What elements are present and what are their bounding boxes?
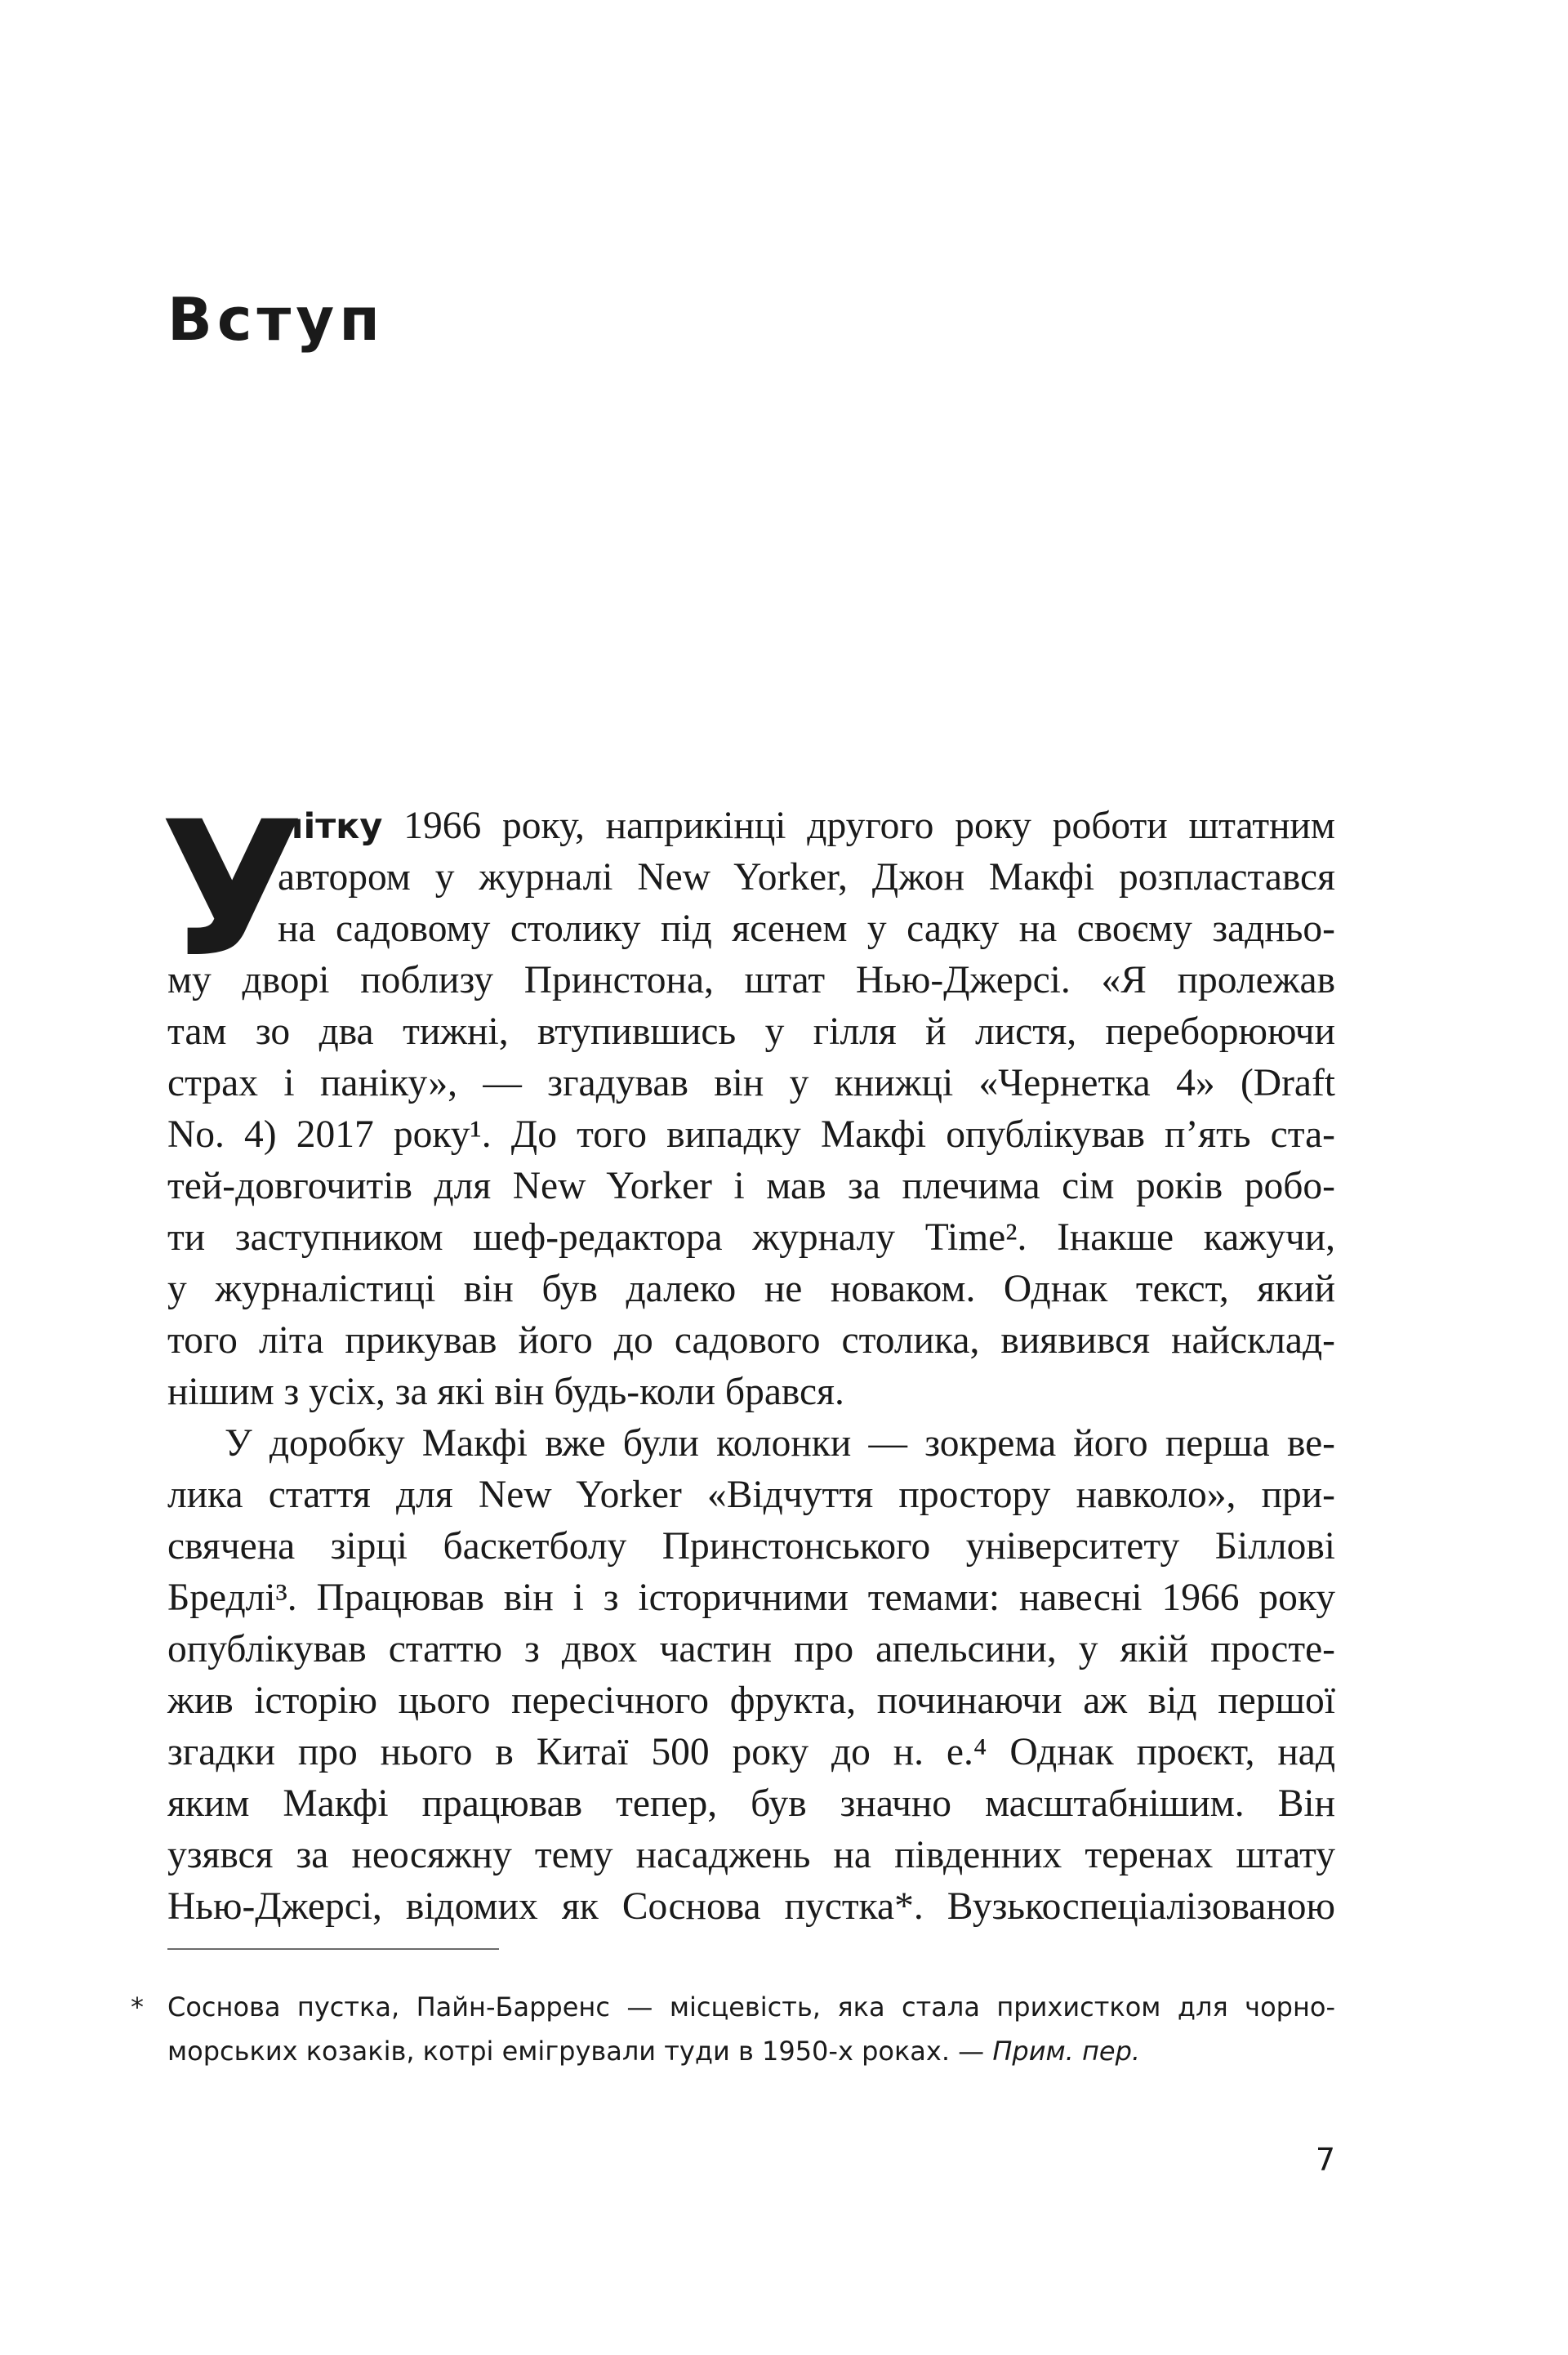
text-line: того літа прикував його до садового столика, виявився найсклад-	[167, 1319, 1335, 1362]
text-line: там зо два тижні, втупившись у гілля й листя, переборюючи	[167, 1010, 1335, 1053]
text-line-content: 1966 року, наприкінці другого року роботи штатним	[382, 805, 1335, 847]
footnote	[131, 1985, 1335, 2073]
text-line: тей-довгочитів для New Yorker і мав за плечима сім років робо-	[167, 1165, 1335, 1207]
text-line: у журналістиці він був далеко не новаком. Однак текст, який	[167, 1268, 1335, 1310]
text-line: No. 4) 2017 року¹. До того випадку Макфі опублікував п’ять ста-	[167, 1113, 1335, 1156]
text-line: ти заступником шеф-редактора журналу Time². Інакше кажучи,	[167, 1216, 1335, 1259]
footnote-line	[167, 2029, 1335, 2073]
footnote-divider	[167, 1948, 499, 1950]
text-line: Нью-Джерсі, відомих як Соснова пустка*. Вузькоспеціалізованою	[167, 1885, 1335, 1928]
footnote-line-content: морських козаків, котрі емігрували туди в 1950-х роках. —	[167, 2036, 993, 2067]
chapter-heading: Вступ	[167, 285, 385, 354]
text-line: нішим з усіх, за які він будь-коли брався.	[167, 1371, 844, 1413]
paragraph-1	[167, 801, 1335, 1418]
footnote-text	[167, 1985, 1335, 2073]
text-line: свячена зірці баскетболу Принстонського університету Біллові	[167, 1525, 1335, 1568]
text-line: на садовому столику під ясенем у садку на своєму задньо-	[278, 908, 1335, 950]
text-line: опублікував статтю з двох частин про апельсини, у якій просте-	[167, 1628, 1335, 1670]
text-line: му дворі поблизу Принстона, штат Нью-Джерсі. «Я пролежав	[167, 959, 1335, 1001]
page-number: 7	[1315, 2142, 1335, 2178]
text-line: узявся за неосяжну тему насаджень на південних теренах штату	[167, 1834, 1335, 1876]
text-line: страх і паніку», — згадував він у книжці «Чернетка 4» (Draft	[167, 1062, 1335, 1104]
text-line: лика стаття для New Yorker «Відчуття простору навколо», при-	[167, 1474, 1335, 1516]
drop-cap: У	[160, 781, 304, 998]
paragraph-2	[167, 1418, 1335, 1933]
lead-word: літку	[278, 806, 383, 847]
text-line: У доробку Макфі вже були колонки — зокрема його перша ве-	[225, 1422, 1335, 1465]
footnote-line: Соснова пустка, Пайн-Барренс — місцевість, яка стала прихистком для чорно-	[167, 1991, 1335, 2023]
footnote-marker: *	[131, 1991, 144, 2023]
text-line: Бредлі³. Працював він і з історичними темами: навесні 1966 року	[167, 1577, 1335, 1619]
text-line: яким Макфі працював тепер, був значно масштабнішим. Він	[167, 1782, 1335, 1825]
text-line: жив історію цього пересічного фрукта, починаючи аж від першої	[167, 1679, 1335, 1722]
text-line	[167, 801, 1335, 852]
translator-note: Прим. пер.	[992, 2036, 1141, 2067]
text-line: згадки про нього в Китаї 500 року до н. е.⁴ Однак проєкт, над	[167, 1731, 1335, 1773]
text-line: автором у журналі New Yorker, Джон Макфі розпластався	[278, 856, 1335, 899]
